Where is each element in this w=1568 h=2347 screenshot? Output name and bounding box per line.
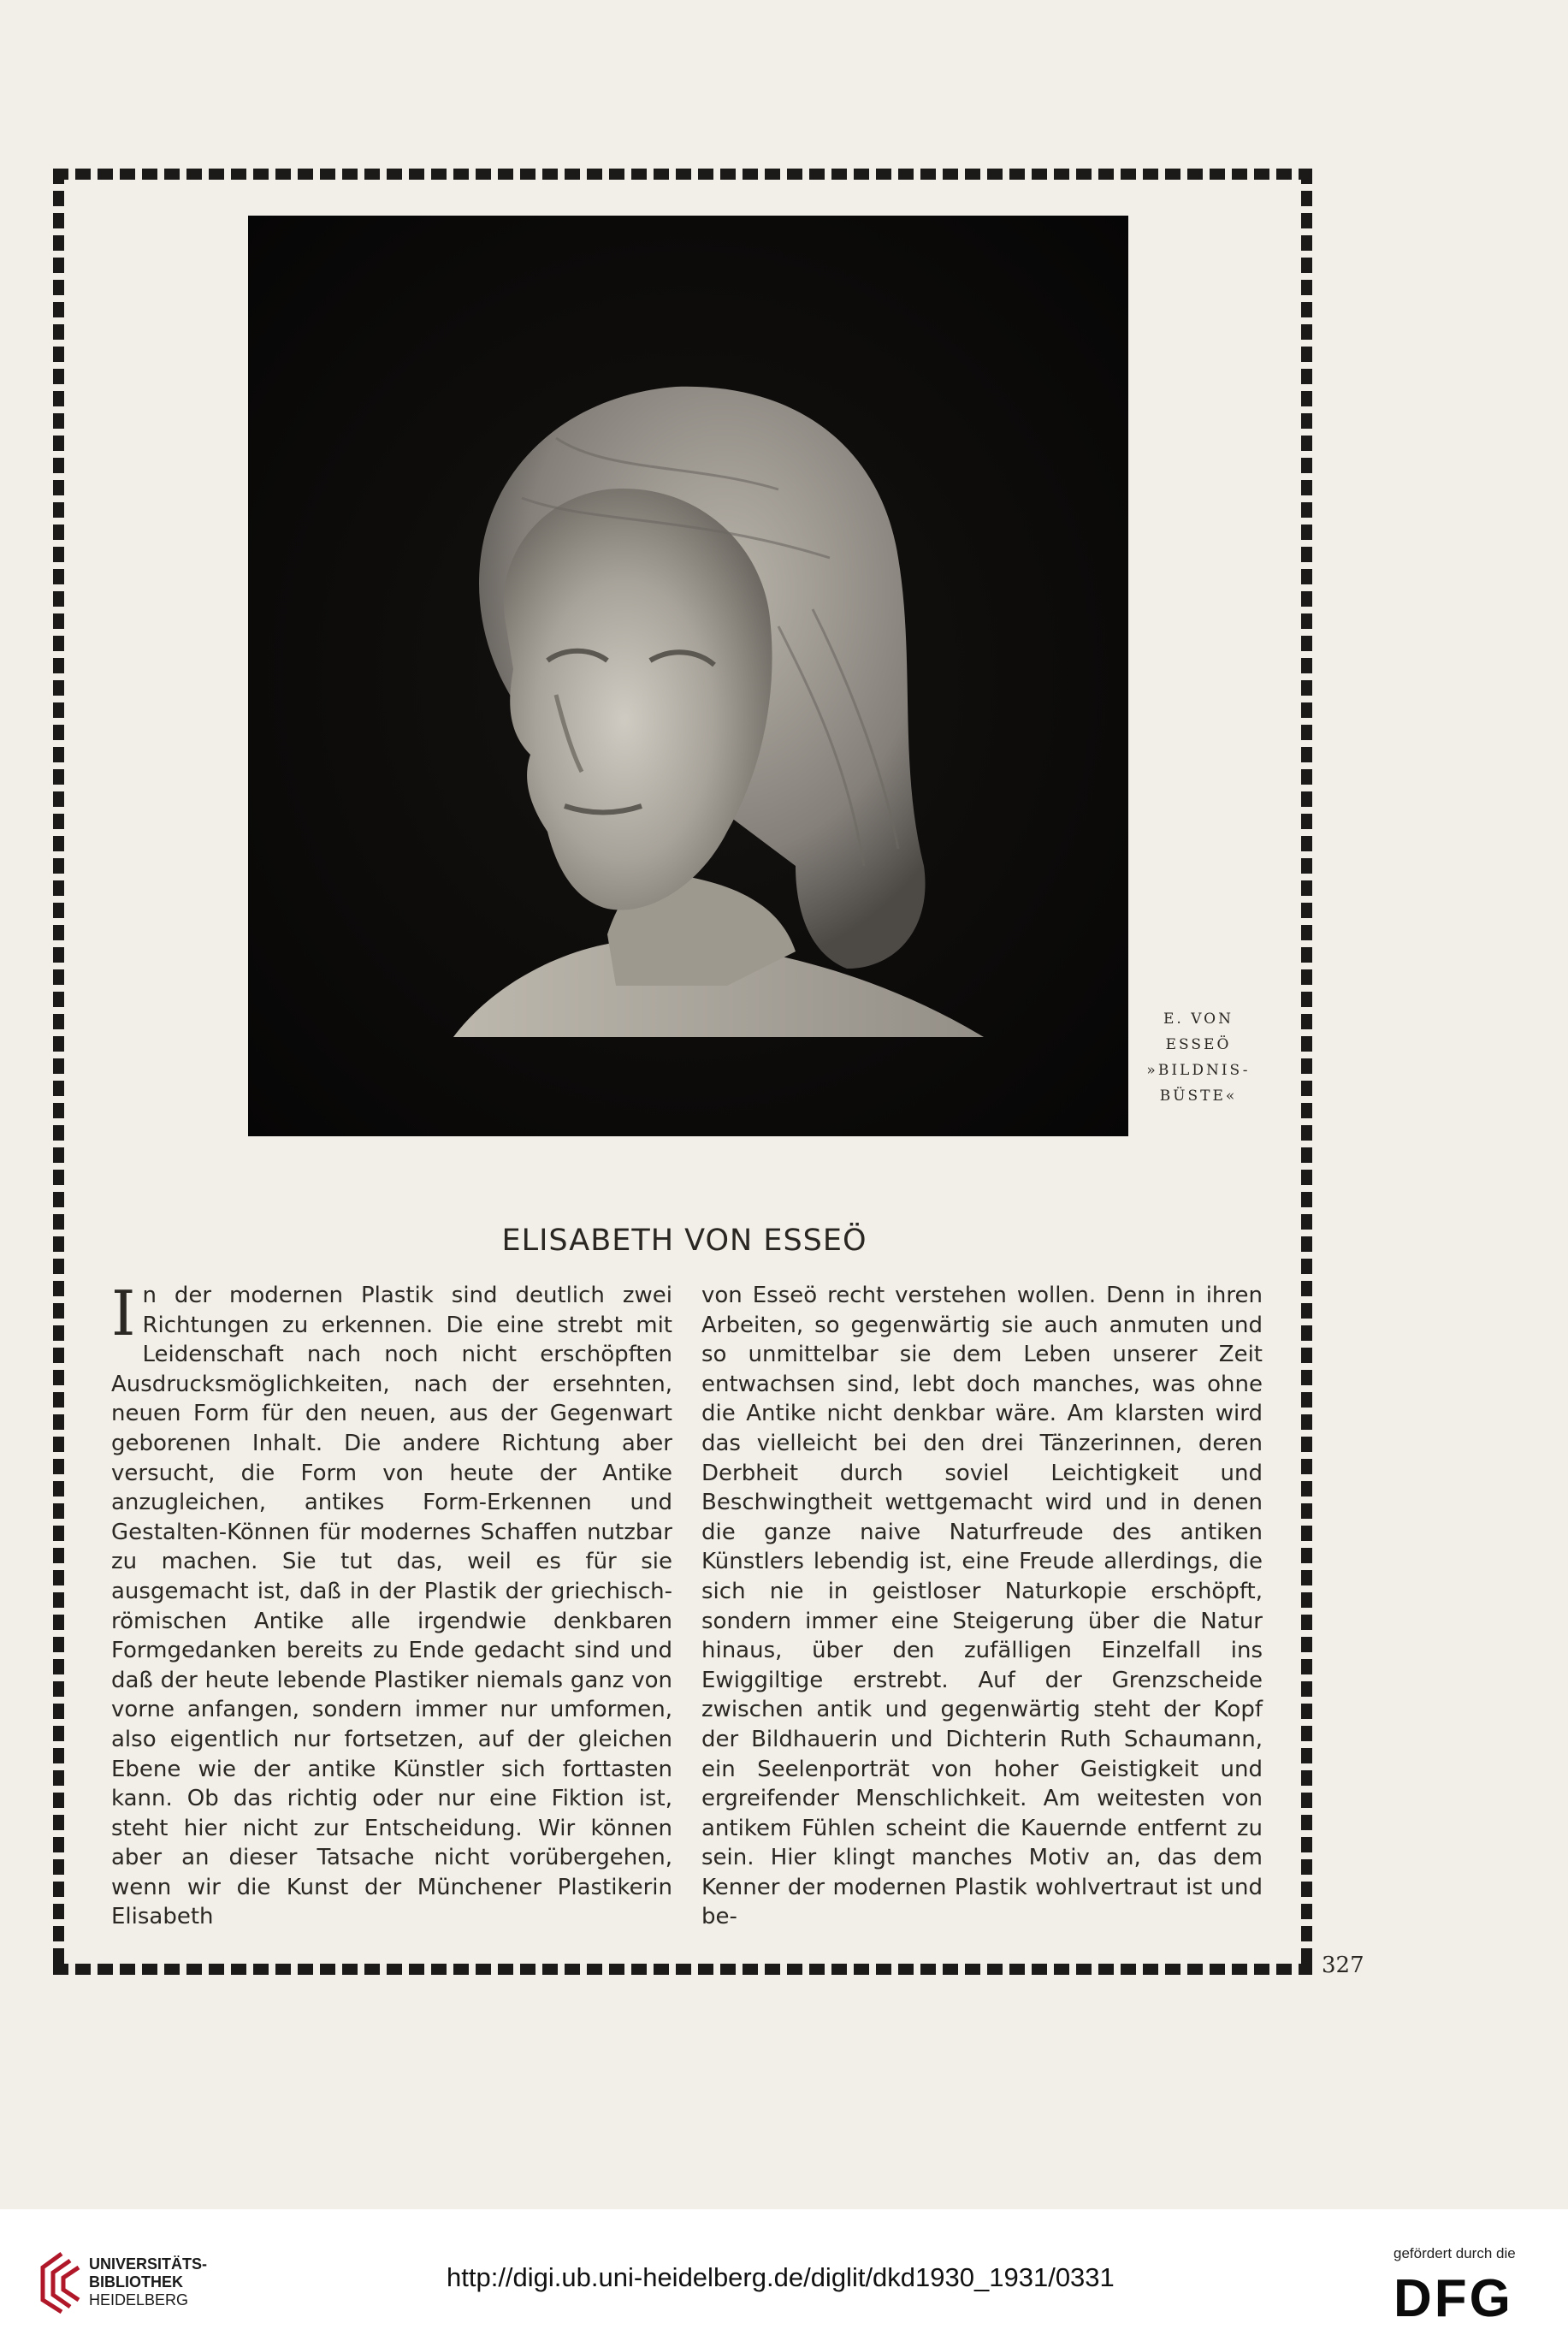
library-logo-icon bbox=[36, 2250, 84, 2315]
caption-line: BÜSTE« bbox=[1159, 1088, 1238, 1105]
sculpture-photo bbox=[248, 216, 1128, 1136]
frame-border-left bbox=[53, 169, 64, 1975]
article-column-right bbox=[701, 1281, 1263, 1932]
caption-line: ESSEÖ bbox=[1165, 1036, 1232, 1053]
photo-caption bbox=[1143, 1006, 1254, 1109]
caption-line: »BILDNIS- bbox=[1146, 1062, 1251, 1079]
caption-line: E. VON bbox=[1163, 1011, 1234, 1028]
dfg-logo: DFG bbox=[1393, 2269, 1513, 2328]
article-column-left bbox=[111, 1277, 672, 1932]
library-name-line: UNIVERSITÄTS- bbox=[89, 2255, 208, 2273]
frame-border-right bbox=[1301, 169, 1312, 1975]
dropcap: I bbox=[111, 1277, 136, 1349]
permalink-url[interactable]: http://digi.ub.uni-heidelberg.de/diglit/dkd1930_1931/0331 bbox=[447, 2262, 1115, 2292]
article-title: ELISABETH VON ESSEÖ bbox=[501, 1224, 867, 1258]
page-number: 327 bbox=[1322, 1953, 1364, 1978]
article-paragraph-left bbox=[111, 1277, 672, 1932]
sculpture-bust-photo-icon bbox=[248, 216, 1128, 1136]
right-column-text: von Esseö recht verstehen wollen. Denn in ihren Arbeiten, so gegenwärtig sie auch anmuten und so unmittelbar sie dem Leben unserer Zeit entwachsen sind, lebt doch manches, was ohne die Antike nicht denkbar wäre. Am klarsten wird das vielleicht bei den drei Tänzerinnen, deren Derbheit durch soviel Leichtigkeit und Beschwingtheit wettgemacht wird und in denen die ganze naive Naturfreude des antiken Künstlers lebendig ist, eine Freude allerdings, die sich nie in geistloser Naturkopie erschöpft, sondern immer eine Steigerung über die Natur hinaus, über den zufälligen Einzelfall ins Ewiggiltige erstrebt. Auf der Grenzscheide zwischen antik und gegenwärtig steht der Kopf der Bildhauerin und Dichterin Ruth Schaumann, ein Seelenporträt von hoher Geistigkeit und ergreifender Menschlichkeit. Am weitesten von antikem Fühlen scheint die Kauernde entfernt zu sein. Hier klingt manches Motiv an, das dem Kenner der modernen Plastik wohlvertraut ist und be- bbox=[701, 1283, 1263, 1930]
library-name-line: BIBLIOTHEK bbox=[89, 2273, 183, 2291]
library-name-line: HEIDELBERG bbox=[89, 2291, 189, 2308]
frame-border-top bbox=[53, 169, 1312, 180]
funding-note: gefördert durch die bbox=[1393, 2245, 1516, 2261]
library-name bbox=[89, 2255, 207, 2309]
left-column-text: n der modernen Plastik sind deutlich zwei Richtungen zu erkennen. Die eine strebt mit Leidenschaft nach noch nicht erschöpften Ausdrucksmöglichkeiten, nach der ersehnten, neuen Form für den neuen, aus der Gegenwart geborenen Inhalt. Die andere Richtung aber versucht, die Form von heute der Antike anzugleichen, antikes Form-Erkennen und Gestalten-Können für modernes Schaffen nutzbar zu machen. Sie tut das, weil es für sie ausgemacht ist, daß in der Plastik der griechisch-römischen Antike alle irgendwie denkbaren Formgedanken bereits zu Ende gedacht sind und daß der heute lebende Plastiker niemals ganz von vorne anfangen, sondern immer nur umformen, also eigentlich nur fortsetzen, auf der gleichen Ebene wie der antike Künstler sich forttasten kann. Ob das richtig oder nur eine Fiktion ist, steht hier nicht zur Entscheidung. Wir können aber an dieser Tatsache nicht vorübergehen, wenn wir die Kunst der Münchener Plastikerin Elisabeth bbox=[111, 1283, 672, 1930]
frame-border-bottom bbox=[53, 1964, 1312, 1975]
